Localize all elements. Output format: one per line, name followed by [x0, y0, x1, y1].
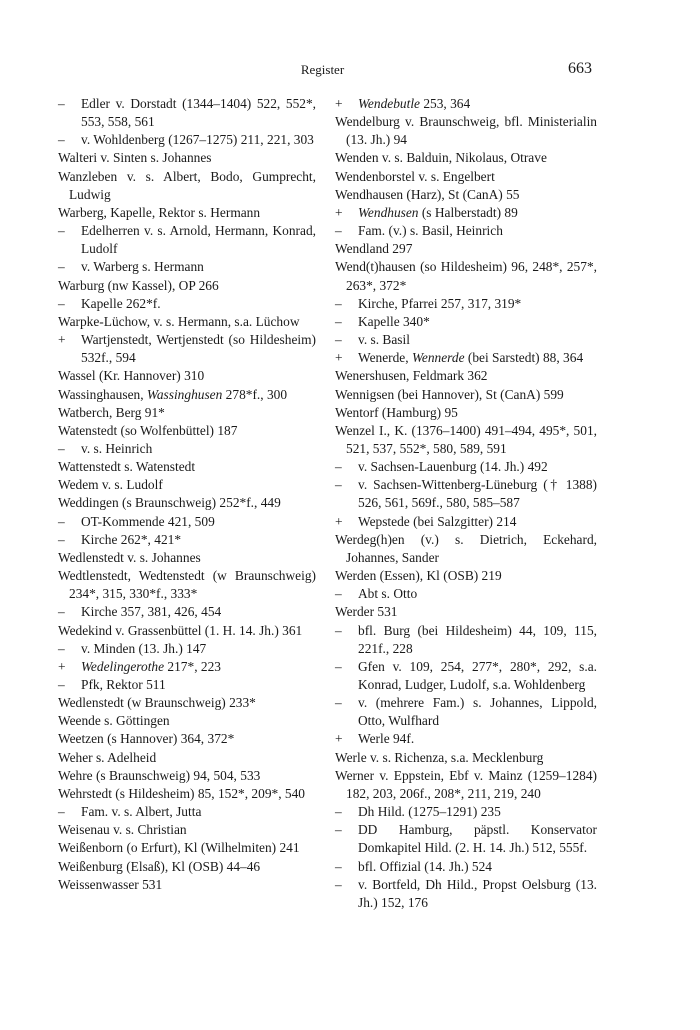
index-entry — [335, 858, 597, 876]
index-entry — [58, 676, 316, 694]
entry-text: Werder 531 — [335, 604, 398, 620]
entry-text: Wentorf (Hamburg) 95 — [335, 404, 458, 420]
entry-text: v. (mehrere Fam.) s. Johannes, Lippold, Otto, Wulfhard — [358, 695, 597, 729]
entry-text: 253, 364 — [419, 96, 471, 111]
entry-text: Kapelle 262*f. — [81, 295, 161, 311]
entry-text: Wanzleben v. s. Albert, Bodo, Gumprecht, Ludwig — [58, 168, 316, 202]
index-entry — [58, 821, 316, 839]
index-entry — [335, 331, 597, 349]
subentry-dash — [335, 858, 342, 876]
entry-text: v. s. Heinrich — [81, 440, 153, 456]
subentry-dash — [58, 440, 65, 458]
entry-text: Weissenwasser 531 — [58, 876, 163, 892]
entry-text: Kirche 262*, 421* — [81, 531, 182, 547]
entry-text: DD Hamburg, päpstl. Konservator Domkapitel Hild. (2. H. 14. Jh.) 512, 555f. — [358, 822, 597, 856]
index-entry — [58, 367, 316, 385]
entry-text: 278*f., 300 — [222, 386, 288, 402]
entry-text: Wennigsen (bei Hannover), St (CanA) 599 — [335, 386, 564, 402]
index-entry — [58, 549, 316, 567]
entry-text: v. Bortfeld, Dh Hild., Propst Oelsburg (13. Jh.) 152, 176 — [358, 876, 597, 910]
entry-text: bfl. Offizial (14. Jh.) 524 — [358, 858, 493, 874]
index-entry — [335, 876, 597, 912]
page-header — [0, 60, 700, 84]
subentry-dash — [335, 622, 342, 640]
entry-text: Wedem v. s. Ludolf — [58, 477, 163, 493]
extinct-place-mark — [335, 95, 343, 113]
index-entry — [335, 476, 597, 512]
subentry-dash — [335, 313, 342, 331]
index-entry — [58, 386, 316, 404]
entry-text: Watberch, Berg 91* — [58, 404, 165, 420]
index-entry — [58, 858, 316, 876]
entry-text: Wedlenstedt v. s. Johannes — [58, 549, 201, 565]
index-entry — [58, 567, 316, 603]
index-entry — [58, 277, 316, 295]
entry-text: Weisenau v. s. Christian — [58, 822, 187, 838]
historic-name-form: Wendhusen — [358, 204, 419, 220]
index-entry — [58, 458, 316, 476]
index-entry — [335, 622, 597, 658]
entry-text: Wedtlenstedt, Wedtenstedt (w Braunschweig) 234*, 315, 330*f., 333* — [58, 568, 316, 602]
entry-text: v. s. Basil — [358, 332, 410, 348]
index-entry — [58, 331, 316, 367]
index-entry — [58, 749, 316, 767]
subentry-dash — [335, 803, 342, 821]
entry-text: Wenerde, — [358, 350, 412, 366]
entry-text: Wehrstedt (s Hildesheim) 85, 152*, 209*, 540 — [58, 785, 305, 801]
entry-text: Weher s. Adelheid — [58, 749, 157, 765]
running-head: Register — [300, 62, 345, 77]
index-column-right — [335, 95, 597, 912]
entry-text: Gfen v. 109, 254, 277*, 280*, 292, s.a. Konrad, Ludger, Ludolf, s.a. Wohldenberg — [358, 658, 597, 692]
index-entry — [58, 313, 316, 331]
index-entry — [58, 440, 316, 458]
entry-text: Fam. v. s. Albert, Jutta — [81, 804, 202, 820]
index-entry — [58, 149, 316, 167]
extinct-place-mark — [335, 204, 343, 222]
index-entry — [335, 531, 597, 567]
subentry-dash — [58, 531, 65, 549]
index-entry — [335, 422, 597, 458]
entry-text: Wendhausen (Harz), St (CanA) 55 — [335, 186, 520, 202]
index-entry — [335, 404, 597, 422]
index-entry — [335, 694, 597, 730]
entry-text: Wendenborstel v. s. Engelbert — [335, 168, 495, 184]
index-entry — [335, 803, 597, 821]
subentry-dash — [58, 640, 65, 658]
subentry-dash — [58, 222, 65, 240]
entry-text: Werner v. Eppstein, Ebf v. Mainz (1259–1284) 182, 203, 206f., 208*, 211, 219, 240 — [335, 767, 597, 801]
entry-text: Watenstedt (so Wolfenbüttel) 187 — [58, 422, 238, 438]
index-entry — [335, 767, 597, 803]
index-entry — [58, 803, 316, 821]
index-entry — [58, 258, 316, 276]
index-entry — [58, 204, 316, 222]
entry-text: Walteri v. Sinten s. Johannes — [58, 150, 212, 166]
entry-text: Wendelburg v. Braunschweig, bfl. Ministerialin (13. Jh.) 94 — [335, 114, 597, 148]
index-entry — [58, 839, 316, 857]
subentry-dash — [58, 676, 65, 694]
index-entry — [335, 313, 597, 331]
entry-text: Edler v. Dorstadt (1344–1404) 522, 552*, 553, 558, 561 — [81, 96, 316, 130]
entry-text: v. Sachsen-Lauenburg (14. Jh.) 492 — [358, 459, 548, 475]
index-entry — [58, 95, 316, 131]
index-entry — [335, 567, 597, 585]
index-entry — [335, 730, 597, 748]
index-entry — [58, 531, 316, 549]
historic-name-form: Wedelingerothe — [81, 658, 165, 674]
subentry-dash — [58, 803, 65, 821]
index-entry — [335, 603, 597, 621]
subentry-dash — [58, 295, 65, 313]
subentry-dash — [335, 295, 342, 313]
entry-text: Weißenburg (Elsaß), Kl (OSB) 44–46 — [58, 858, 261, 874]
index-entry — [335, 295, 597, 313]
index-entry — [335, 658, 597, 694]
entry-text: Wend(t)hausen (so Hildesheim) 96, 248*, 257*, 263*, 372* — [335, 259, 597, 293]
extinct-place-mark — [58, 658, 66, 676]
index-entry — [58, 422, 316, 440]
index-entry — [335, 749, 597, 767]
index-entry — [58, 622, 316, 640]
entry-text: v. Minden (13. Jh.) 147 — [81, 640, 207, 656]
index-entry — [58, 730, 316, 748]
entry-text: Weddingen (s Braunschweig) 252*f., 449 — [58, 495, 281, 511]
entry-text: Warburg (nw Kassel), OP 266 — [58, 277, 219, 293]
entry-text: Werden (Essen), Kl (OSB) 219 — [335, 568, 502, 584]
entry-text: Werle v. s. Richenza, s.a. Mecklenburg — [335, 749, 544, 765]
entry-text: Wassel (Kr. Hannover) 310 — [58, 368, 205, 384]
extinct-place-mark — [335, 349, 343, 367]
index-entry — [335, 513, 597, 531]
index-column-left — [58, 95, 316, 894]
index-entry — [58, 876, 316, 894]
index-entry — [335, 186, 597, 204]
index-entry — [58, 494, 316, 512]
entry-text: 217*, 223 — [164, 658, 221, 674]
entry-text: Werle 94f. — [358, 731, 415, 747]
subentry-dash — [335, 222, 342, 240]
entry-text: bfl. Burg (bei Hildesheim) 44, 109, 115, 221f., 228 — [358, 622, 597, 656]
subentry-dash — [58, 95, 65, 113]
entry-text: Dh Hild. (1275–1291) 235 — [358, 804, 501, 820]
index-entry — [335, 113, 597, 149]
subentry-dash — [58, 131, 65, 149]
entry-text: v. Wohldenberg (1267–1275) 211, 221, 303 — [81, 132, 314, 148]
entry-text: Wartjenstedt, Wertjenstedt (so Hildesheim) 532f., 594 — [81, 332, 316, 366]
subentry-dash — [58, 258, 65, 276]
entry-text: Wedlenstedt (w Braunschweig) 233* — [58, 695, 256, 711]
index-entry — [58, 694, 316, 712]
index-entry — [58, 131, 316, 149]
index-entry — [335, 168, 597, 186]
entry-text: Edelherren v. s. Arnold, Hermann, Konrad, Ludolf — [81, 223, 316, 257]
index-entry — [335, 386, 597, 404]
entry-text: Fam. (v.) s. Basil, Heinrich — [358, 223, 503, 239]
extinct-place-mark — [58, 331, 66, 349]
subentry-dash — [335, 476, 342, 494]
entry-text: Wassinghausen, — [58, 386, 147, 402]
extinct-place-mark — [335, 730, 343, 748]
entry-text: Wendland 297 — [335, 241, 413, 257]
index-entry — [335, 149, 597, 167]
entry-text: Pfk, Rektor 511 — [81, 677, 166, 692]
index-entry — [58, 712, 316, 730]
index-entry — [335, 258, 597, 294]
entry-text: Weetzen (s Hannover) 364, 372* — [58, 731, 235, 747]
index-entry — [58, 603, 316, 621]
entry-text: v. Sachsen-Wittenberg-Lüneburg († 1388) 526, 561, 569f., 580, 585–587 — [358, 477, 597, 511]
subentry-dash — [335, 585, 342, 603]
entry-text: Kirche 357, 381, 426, 454 — [81, 604, 222, 620]
entry-text: Kapelle 340* — [358, 313, 430, 329]
index-entry — [58, 168, 316, 204]
historic-name-form: Wendebutle — [358, 96, 420, 111]
entry-text: Wenershusen, Feldmark 362 — [335, 368, 488, 384]
entry-text: Wenzel I., K. (1376–1400) 491–494, 495*, 501, 521, 537, 552*, 580, 589, 591 — [335, 422, 597, 456]
subentry-dash — [335, 876, 342, 894]
entry-text: Kirche, Pfarrei 257, 317, 319* — [358, 295, 522, 311]
index-entry — [335, 240, 597, 258]
index-entry — [335, 821, 597, 857]
entry-text: Weende s. Göttingen — [58, 713, 170, 729]
entry-text: OT-Kommende 421, 509 — [81, 513, 215, 529]
page-number: 663 — [568, 60, 592, 77]
entry-text: (s Halberstadt) 89 — [418, 204, 518, 220]
entry-text: Wenden v. s. Balduin, Nikolaus, Otrave — [335, 150, 547, 166]
index-entry — [335, 458, 597, 476]
entry-text: Wedekind v. Grassenbüttel (1. H. 14. Jh.) 361 — [58, 622, 303, 638]
index-entry — [58, 404, 316, 422]
index-entry — [58, 513, 316, 531]
index-entry — [335, 204, 597, 222]
subentry-dash — [335, 331, 342, 349]
subentry-dash — [335, 458, 342, 476]
index-entry — [58, 785, 316, 803]
entry-text: Warberg, Kapelle, Rektor s. Hermann — [58, 204, 261, 220]
subentry-dash — [335, 658, 342, 676]
subentry-dash — [335, 694, 342, 712]
index-entry — [58, 222, 316, 258]
entry-text: Wehre (s Braunschweig) 94, 504, 533 — [58, 767, 261, 783]
index-entry — [335, 349, 597, 367]
subentry-dash — [58, 513, 65, 531]
index-entry — [335, 222, 597, 240]
entry-text: Warpke-Lüchow, v. s. Hermann, s.a. Lüchow — [58, 313, 300, 329]
entry-text: v. Warberg s. Hermann — [81, 259, 204, 275]
entry-text: (bei Sarstedt) 88, 364 — [464, 350, 584, 366]
entry-text: Wattenstedt s. Watenstedt — [58, 459, 196, 475]
entry-text: Abt s. Otto — [358, 586, 418, 602]
subentry-dash — [58, 603, 65, 621]
index-entry — [58, 476, 316, 494]
extinct-place-mark — [335, 513, 343, 531]
entry-text: Weißenborn (o Erfurt), Kl (Wilhelmiten) 241 — [58, 840, 300, 856]
index-entry — [58, 295, 316, 313]
entry-text: Werdeg(h)en (v.) s. Dietrich, Eckehard, Johannes, Sander — [335, 531, 597, 565]
historic-name-form: Wennerde — [411, 350, 465, 366]
historic-name-form: Wassinghusen — [146, 386, 223, 402]
entry-text: Wepstede (bei Salzgitter) 214 — [358, 513, 517, 529]
index-entry — [335, 367, 597, 385]
subentry-dash — [335, 821, 342, 839]
index-entry — [58, 640, 316, 658]
index-entry — [58, 767, 316, 785]
index-entry — [335, 95, 597, 113]
index-entry — [335, 585, 597, 603]
index-entry — [58, 658, 316, 676]
